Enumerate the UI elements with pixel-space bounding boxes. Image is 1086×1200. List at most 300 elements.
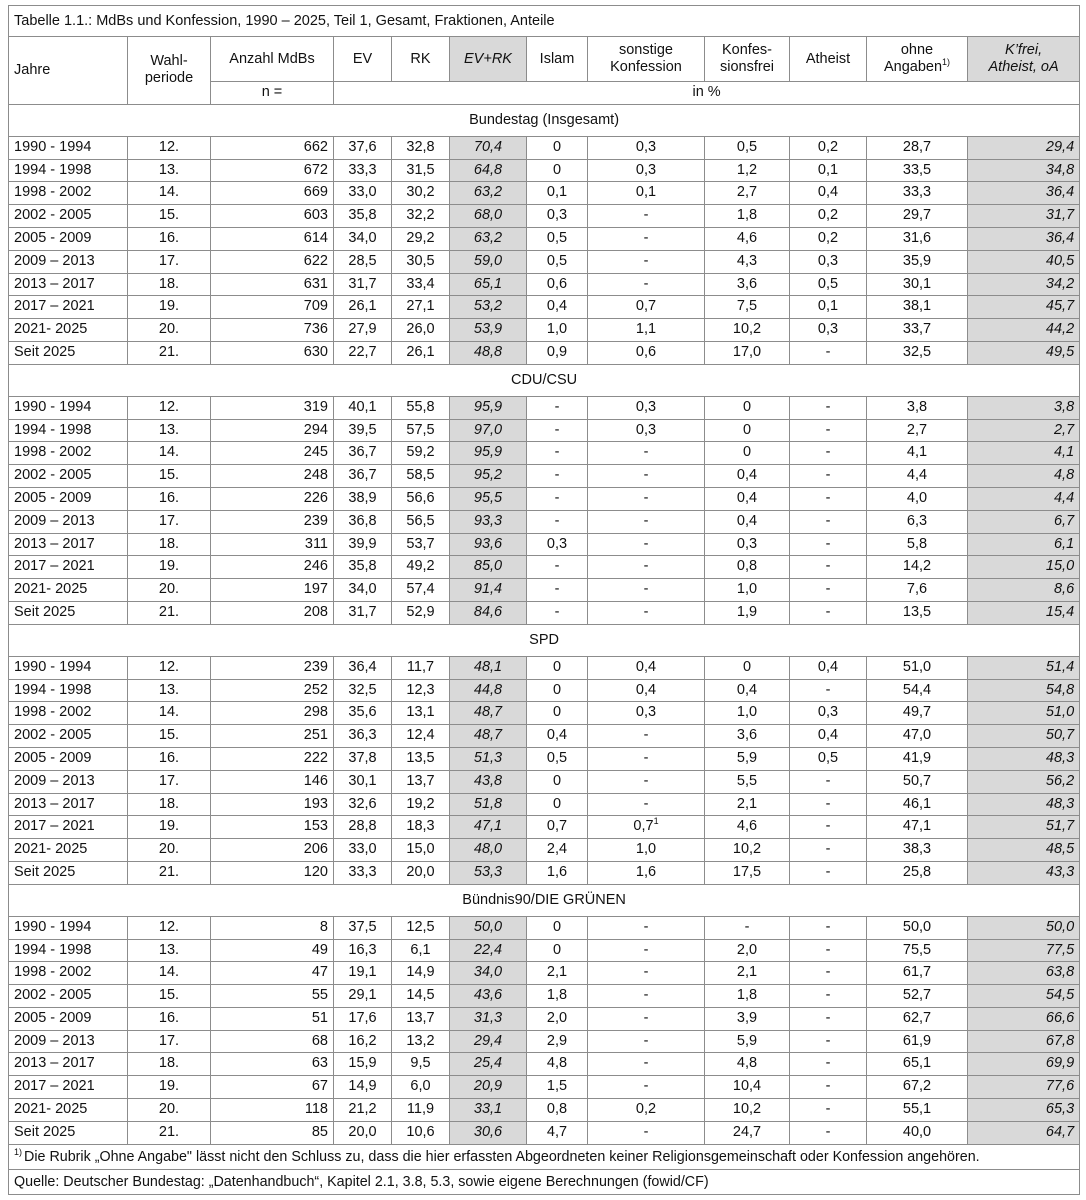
cell-atheist: 0,5	[790, 273, 867, 296]
cell-evrk: 50,0	[450, 916, 527, 939]
cell-kfrei: 43,3	[968, 861, 1080, 884]
cell-evrk: 85,0	[450, 556, 527, 579]
cell-jahre: 2021- 2025	[9, 839, 128, 862]
cell-rk: 13,2	[392, 1030, 450, 1053]
cell-anzahl: 208	[211, 601, 334, 624]
cell-konfessionsfrei: 0,5	[705, 136, 790, 159]
cell-konfessionsfrei: 1,8	[705, 205, 790, 228]
cell-ohne-angaben: 28,7	[867, 136, 968, 159]
cell-konfessionsfrei: 0,4	[705, 465, 790, 488]
cell-wahlperiode: 19.	[128, 296, 211, 319]
cell-sonstige: 0,3	[588, 419, 705, 442]
cell-jahre: 1994 - 1998	[9, 419, 128, 442]
cell-atheist: -	[790, 419, 867, 442]
cell-kfrei: 34,8	[968, 159, 1080, 182]
cell-konfessionsfrei: 4,3	[705, 250, 790, 273]
cell-islam: 0	[527, 770, 588, 793]
cell-islam: -	[527, 510, 588, 533]
table-row	[9, 273, 1080, 296]
cell-jahre: 2009 – 2013	[9, 770, 128, 793]
cell-sonstige: -	[588, 442, 705, 465]
cell-ohne-angaben: 7,6	[867, 579, 968, 602]
cell-rk: 32,8	[392, 136, 450, 159]
cell-ev: 35,6	[334, 702, 392, 725]
cell-wahlperiode: 19.	[128, 816, 211, 839]
cell-ev: 36,8	[334, 510, 392, 533]
cell-ev: 33,0	[334, 839, 392, 862]
cell-wahlperiode: 14.	[128, 442, 211, 465]
cell-ohne-angaben: 13,5	[867, 601, 968, 624]
cell-jahre: 2013 – 2017	[9, 273, 128, 296]
cell-sonstige: -	[588, 487, 705, 510]
cell-anzahl: 319	[211, 396, 334, 419]
cell-anzahl: 55	[211, 985, 334, 1008]
table-row	[9, 556, 1080, 579]
table-row	[9, 679, 1080, 702]
cell-sonstige: -	[588, 1030, 705, 1053]
cell-rk: 11,9	[392, 1099, 450, 1122]
cell-kfrei: 48,3	[968, 793, 1080, 816]
cell-kfrei: 54,5	[968, 985, 1080, 1008]
cell-sonstige: -	[588, 510, 705, 533]
table-row	[9, 487, 1080, 510]
cell-anzahl: 146	[211, 770, 334, 793]
cell-sonstige: -	[588, 465, 705, 488]
cell-rk: 59,2	[392, 442, 450, 465]
table-row	[9, 296, 1080, 319]
cell-kfrei: 50,7	[968, 725, 1080, 748]
cell-anzahl: 669	[211, 182, 334, 205]
cell-ev: 16,3	[334, 939, 392, 962]
cell-atheist: -	[790, 1099, 867, 1122]
cell-rk: 15,0	[392, 839, 450, 862]
cell-sonstige: 0,3	[588, 396, 705, 419]
cell-ev: 38,9	[334, 487, 392, 510]
cell-konfessionsfrei: 10,2	[705, 319, 790, 342]
cell-atheist: 0,2	[790, 205, 867, 228]
cell-atheist: -	[790, 1030, 867, 1053]
cell-kfrei: 51,0	[968, 702, 1080, 725]
cell-atheist: -	[790, 1121, 867, 1144]
cell-islam: 0,7	[527, 816, 588, 839]
cell-ev: 17,6	[334, 1007, 392, 1030]
cell-wahlperiode: 21.	[128, 601, 211, 624]
religion-table	[8, 5, 1080, 1195]
cell-anzahl: 8	[211, 916, 334, 939]
cell-sonstige: 0,4	[588, 679, 705, 702]
cell-atheist: -	[790, 465, 867, 488]
cell-konfessionsfrei: 0,4	[705, 487, 790, 510]
cell-konfessionsfrei: 1,9	[705, 601, 790, 624]
cell-sonstige: 0,7	[588, 296, 705, 319]
cell-konfessionsfrei: 0	[705, 396, 790, 419]
cell-kfrei: 77,5	[968, 939, 1080, 962]
cell-sonstige: -	[588, 1007, 705, 1030]
cell-rk: 9,5	[392, 1053, 450, 1076]
cell-rk: 6,0	[392, 1076, 450, 1099]
cell-anzahl: 311	[211, 533, 334, 556]
cell-wahlperiode: 20.	[128, 319, 211, 342]
cell-wahlperiode: 16.	[128, 227, 211, 250]
cell-ev: 31,7	[334, 273, 392, 296]
cell-konfessionsfrei: 0	[705, 442, 790, 465]
cell-wahlperiode: 20.	[128, 579, 211, 602]
cell-jahre: Seit 2025	[9, 861, 128, 884]
cell-jahre: 2009 – 2013	[9, 250, 128, 273]
cell-sonstige: 1,1	[588, 319, 705, 342]
cell-kfrei: 36,4	[968, 182, 1080, 205]
cell-ev: 37,6	[334, 136, 392, 159]
cell-rk: 31,5	[392, 159, 450, 182]
cell-sonstige: -	[588, 793, 705, 816]
cell-anzahl: 622	[211, 250, 334, 273]
cell-rk: 55,8	[392, 396, 450, 419]
cell-atheist: 0,1	[790, 159, 867, 182]
cell-konfessionsfrei: 4,6	[705, 816, 790, 839]
cell-anzahl: 245	[211, 442, 334, 465]
cell-rk: 14,5	[392, 985, 450, 1008]
cell-atheist: -	[790, 985, 867, 1008]
cell-wahlperiode: 15.	[128, 985, 211, 1008]
cell-islam: -	[527, 442, 588, 465]
cell-anzahl: 603	[211, 205, 334, 228]
cell-anzahl: 631	[211, 273, 334, 296]
table-row	[9, 136, 1080, 159]
cell-islam: 0	[527, 656, 588, 679]
cell-wahlperiode: 15.	[128, 465, 211, 488]
cell-sonstige: -	[588, 962, 705, 985]
cell-wahlperiode: 16.	[128, 747, 211, 770]
cell-kfrei: 29,4	[968, 136, 1080, 159]
cell-kfrei: 45,7	[968, 296, 1080, 319]
cell-kfrei: 51,4	[968, 656, 1080, 679]
cell-ohne-angaben: 33,3	[867, 182, 968, 205]
cell-anzahl: 67	[211, 1076, 334, 1099]
cell-rk: 20,0	[392, 861, 450, 884]
footnote: $^{1)}$ Die Rubrik „Ohne Angabe" lässt nicht den Schluss zu, dass die hier erfassten Abgeordneten keiner Religionsgemeinschaft oder Konfession angehören.	[9, 1144, 1080, 1169]
cell-atheist: -	[790, 1076, 867, 1099]
cell-konfessionsfrei: 10,2	[705, 1099, 790, 1122]
cell-evrk: 93,6	[450, 533, 527, 556]
table-row	[9, 1099, 1080, 1122]
cell-rk: 12,3	[392, 679, 450, 702]
cell-ohne-angaben: 61,9	[867, 1030, 968, 1053]
cell-ev: 22,7	[334, 341, 392, 364]
cell-evrk: 20,9	[450, 1076, 527, 1099]
cell-sonstige: 0,3	[588, 159, 705, 182]
cell-konfessionsfrei: 0,4	[705, 510, 790, 533]
table-row	[9, 916, 1080, 939]
cell-evrk: 48,7	[450, 702, 527, 725]
cell-kfrei: 64,7	[968, 1121, 1080, 1144]
cell-jahre: 1990 - 1994	[9, 136, 128, 159]
cell-atheist: 0,1	[790, 296, 867, 319]
cell-rk: 52,9	[392, 601, 450, 624]
cell-anzahl: 252	[211, 679, 334, 702]
cell-atheist: -	[790, 579, 867, 602]
table-row	[9, 465, 1080, 488]
header-anzahl: Anzahl MdBs	[211, 37, 334, 82]
cell-atheist: -	[790, 939, 867, 962]
cell-sonstige: -	[588, 1121, 705, 1144]
cell-rk: 56,5	[392, 510, 450, 533]
cell-islam: 0	[527, 916, 588, 939]
cell-anzahl: 246	[211, 556, 334, 579]
cell-ev: 34,0	[334, 579, 392, 602]
cell-anzahl: 239	[211, 510, 334, 533]
cell-atheist: -	[790, 341, 867, 364]
cell-ohne-angaben: 62,7	[867, 1007, 968, 1030]
header-n: n =	[211, 82, 334, 105]
cell-kfrei: 6,1	[968, 533, 1080, 556]
cell-kfrei: 4,4	[968, 487, 1080, 510]
cell-konfessionsfrei: 4,8	[705, 1053, 790, 1076]
table-row	[9, 1121, 1080, 1144]
cell-ev: 32,6	[334, 793, 392, 816]
cell-sonstige: -	[588, 205, 705, 228]
cell-kfrei: 51,7	[968, 816, 1080, 839]
cell-ohne-angaben: 75,5	[867, 939, 968, 962]
cell-anzahl: 63	[211, 1053, 334, 1076]
cell-rk: 11,7	[392, 656, 450, 679]
table-row	[9, 319, 1080, 342]
cell-evrk: 43,8	[450, 770, 527, 793]
cell-atheist: -	[790, 839, 867, 862]
cell-kfrei: 2,7	[968, 419, 1080, 442]
cell-anzahl: 672	[211, 159, 334, 182]
cell-anzahl: 709	[211, 296, 334, 319]
cell-ohne-angaben: 40,0	[867, 1121, 968, 1144]
cell-islam: 0	[527, 793, 588, 816]
cell-sonstige: -	[588, 273, 705, 296]
cell-sonstige: -	[588, 725, 705, 748]
table-row	[9, 442, 1080, 465]
cell-ev: 32,5	[334, 679, 392, 702]
cell-atheist: -	[790, 601, 867, 624]
cell-ohne-angaben: 32,5	[867, 341, 968, 364]
cell-evrk: 91,4	[450, 579, 527, 602]
cell-ev: 20,0	[334, 1121, 392, 1144]
cell-evrk: 43,6	[450, 985, 527, 1008]
cell-ohne-angaben: 3,8	[867, 396, 968, 419]
cell-konfessionsfrei: 1,0	[705, 579, 790, 602]
cell-rk: 18,3	[392, 816, 450, 839]
cell-kfrei: 50,0	[968, 916, 1080, 939]
table-row	[9, 510, 1080, 533]
cell-evrk: 48,8	[450, 341, 527, 364]
cell-evrk: 51,8	[450, 793, 527, 816]
cell-ohne-angaben: 55,1	[867, 1099, 968, 1122]
cell-kfrei: 36,4	[968, 227, 1080, 250]
cell-wahlperiode: 18.	[128, 793, 211, 816]
cell-rk: 13,1	[392, 702, 450, 725]
cell-anzahl: 51	[211, 1007, 334, 1030]
header-kfrei: K’frei, Atheist, oA	[968, 37, 1080, 82]
cell-sonstige: -	[588, 579, 705, 602]
cell-wahlperiode: 17.	[128, 510, 211, 533]
cell-islam: 0,4	[527, 725, 588, 748]
cell-islam: 1,6	[527, 861, 588, 884]
cell-islam: 4,8	[527, 1053, 588, 1076]
cell-atheist: -	[790, 533, 867, 556]
cell-jahre: 2002 - 2005	[9, 205, 128, 228]
header-jahre: Jahre	[9, 37, 128, 105]
header-ohne-angaben: ohne Angaben$^{1)}$	[867, 37, 968, 82]
cell-ohne-angaben: 49,7	[867, 702, 968, 725]
cell-jahre: 1994 - 1998	[9, 159, 128, 182]
header-pct: in %	[334, 82, 1080, 105]
cell-sonstige: -	[588, 747, 705, 770]
cell-ohne-angaben: 41,9	[867, 747, 968, 770]
cell-evrk: 48,0	[450, 839, 527, 862]
table-row	[9, 396, 1080, 419]
cell-kfrei: 56,2	[968, 770, 1080, 793]
cell-atheist: 0,4	[790, 182, 867, 205]
cell-jahre: 1998 - 2002	[9, 702, 128, 725]
cell-evrk: 65,1	[450, 273, 527, 296]
cell-evrk: 95,9	[450, 442, 527, 465]
cell-ev: 37,8	[334, 747, 392, 770]
cell-evrk: 47,1	[450, 816, 527, 839]
cell-ev: 34,0	[334, 227, 392, 250]
cell-ev: 31,7	[334, 601, 392, 624]
cell-konfessionsfrei: 4,6	[705, 227, 790, 250]
cell-islam: 0,4	[527, 296, 588, 319]
cell-rk: 49,2	[392, 556, 450, 579]
cell-anzahl: 206	[211, 839, 334, 862]
header-sonstige: sonstige Konfession	[588, 37, 705, 82]
cell-evrk: 31,3	[450, 1007, 527, 1030]
cell-anzahl: 662	[211, 136, 334, 159]
cell-jahre: 2021- 2025	[9, 579, 128, 602]
cell-anzahl: 226	[211, 487, 334, 510]
cell-ev: 36,7	[334, 442, 392, 465]
cell-ohne-angaben: 47,0	[867, 725, 968, 748]
cell-evrk: 63,2	[450, 182, 527, 205]
cell-evrk: 95,9	[450, 396, 527, 419]
header-ev: EV	[334, 37, 392, 82]
cell-evrk: 97,0	[450, 419, 527, 442]
cell-rk: 33,4	[392, 273, 450, 296]
table-row	[9, 962, 1080, 985]
cell-ohne-angaben: 67,2	[867, 1076, 968, 1099]
cell-konfessionsfrei: 5,9	[705, 747, 790, 770]
cell-wahlperiode: 14.	[128, 182, 211, 205]
cell-atheist: 0,3	[790, 319, 867, 342]
cell-jahre: 2017 – 2021	[9, 556, 128, 579]
cell-anzahl: 197	[211, 579, 334, 602]
cell-anzahl: 298	[211, 702, 334, 725]
cell-sonstige: -	[588, 916, 705, 939]
cell-ev: 29,1	[334, 985, 392, 1008]
cell-jahre: 1998 - 2002	[9, 442, 128, 465]
cell-anzahl: 248	[211, 465, 334, 488]
cell-ohne-angaben: 52,7	[867, 985, 968, 1008]
cell-konfessionsfrei: 5,9	[705, 1030, 790, 1053]
cell-rk: 26,0	[392, 319, 450, 342]
cell-jahre: 2017 – 2021	[9, 296, 128, 319]
cell-konfessionsfrei: 17,0	[705, 341, 790, 364]
cell-islam: 0,3	[527, 205, 588, 228]
cell-evrk: 64,8	[450, 159, 527, 182]
cell-ohne-angaben: 33,7	[867, 319, 968, 342]
cell-jahre: Seit 2025	[9, 601, 128, 624]
cell-konfessionsfrei: 3,6	[705, 273, 790, 296]
cell-islam: 0,8	[527, 1099, 588, 1122]
cell-atheist: -	[790, 442, 867, 465]
cell-evrk: 84,6	[450, 601, 527, 624]
cell-anzahl: 47	[211, 962, 334, 985]
cell-wahlperiode: 13.	[128, 679, 211, 702]
cell-ohne-angaben: 47,1	[867, 816, 968, 839]
table-row	[9, 419, 1080, 442]
cell-ohne-angaben: 50,7	[867, 770, 968, 793]
header-konfessionsfrei: Konfes- sionsfrei	[705, 37, 790, 82]
cell-ohne-angaben: 29,7	[867, 205, 968, 228]
cell-islam: 4,7	[527, 1121, 588, 1144]
cell-atheist: -	[790, 1007, 867, 1030]
cell-anzahl: 251	[211, 725, 334, 748]
cell-islam: -	[527, 465, 588, 488]
cell-islam: 0,1	[527, 182, 588, 205]
cell-wahlperiode: 12.	[128, 136, 211, 159]
cell-rk: 27,1	[392, 296, 450, 319]
cell-jahre: 2002 - 2005	[9, 985, 128, 1008]
cell-anzahl: 49	[211, 939, 334, 962]
cell-rk: 26,1	[392, 341, 450, 364]
cell-konfessionsfrei: 5,5	[705, 770, 790, 793]
table-row	[9, 250, 1080, 273]
table-row	[9, 1007, 1080, 1030]
cell-rk: 10,6	[392, 1121, 450, 1144]
cell-konfessionsfrei: 1,8	[705, 985, 790, 1008]
table-row	[9, 939, 1080, 962]
cell-islam: -	[527, 556, 588, 579]
cell-ohne-angaben: 25,8	[867, 861, 968, 884]
cell-wahlperiode: 12.	[128, 656, 211, 679]
cell-evrk: 44,8	[450, 679, 527, 702]
cell-wahlperiode: 19.	[128, 556, 211, 579]
table-row	[9, 747, 1080, 770]
cell-wahlperiode: 12.	[128, 396, 211, 419]
section-heading: SPD	[9, 624, 1080, 656]
cell-evrk: 33,1	[450, 1099, 527, 1122]
cell-sonstige: -	[588, 1053, 705, 1076]
cell-islam: 0,6	[527, 273, 588, 296]
cell-evrk: 93,3	[450, 510, 527, 533]
cell-evrk: 22,4	[450, 939, 527, 962]
cell-rk: 6,1	[392, 939, 450, 962]
cell-sonstige: 0,6	[588, 341, 705, 364]
cell-wahlperiode: 21.	[128, 341, 211, 364]
cell-atheist: -	[790, 487, 867, 510]
cell-islam: 2,1	[527, 962, 588, 985]
cell-wahlperiode: 13.	[128, 419, 211, 442]
table-row	[9, 1053, 1080, 1076]
cell-islam: 0	[527, 159, 588, 182]
cell-rk: 57,4	[392, 579, 450, 602]
cell-ev: 26,1	[334, 296, 392, 319]
header-wahlperiode: Wahl- periode	[128, 37, 211, 105]
cell-wahlperiode: 20.	[128, 1099, 211, 1122]
cell-rk: 29,2	[392, 227, 450, 250]
cell-konfessionsfrei: 10,2	[705, 839, 790, 862]
cell-jahre: 2005 - 2009	[9, 1007, 128, 1030]
cell-sonstige: $0,7^1$	[588, 816, 705, 839]
cell-rk: 13,7	[392, 1007, 450, 1030]
cell-evrk: 48,7	[450, 725, 527, 748]
cell-kfrei: 69,9	[968, 1053, 1080, 1076]
